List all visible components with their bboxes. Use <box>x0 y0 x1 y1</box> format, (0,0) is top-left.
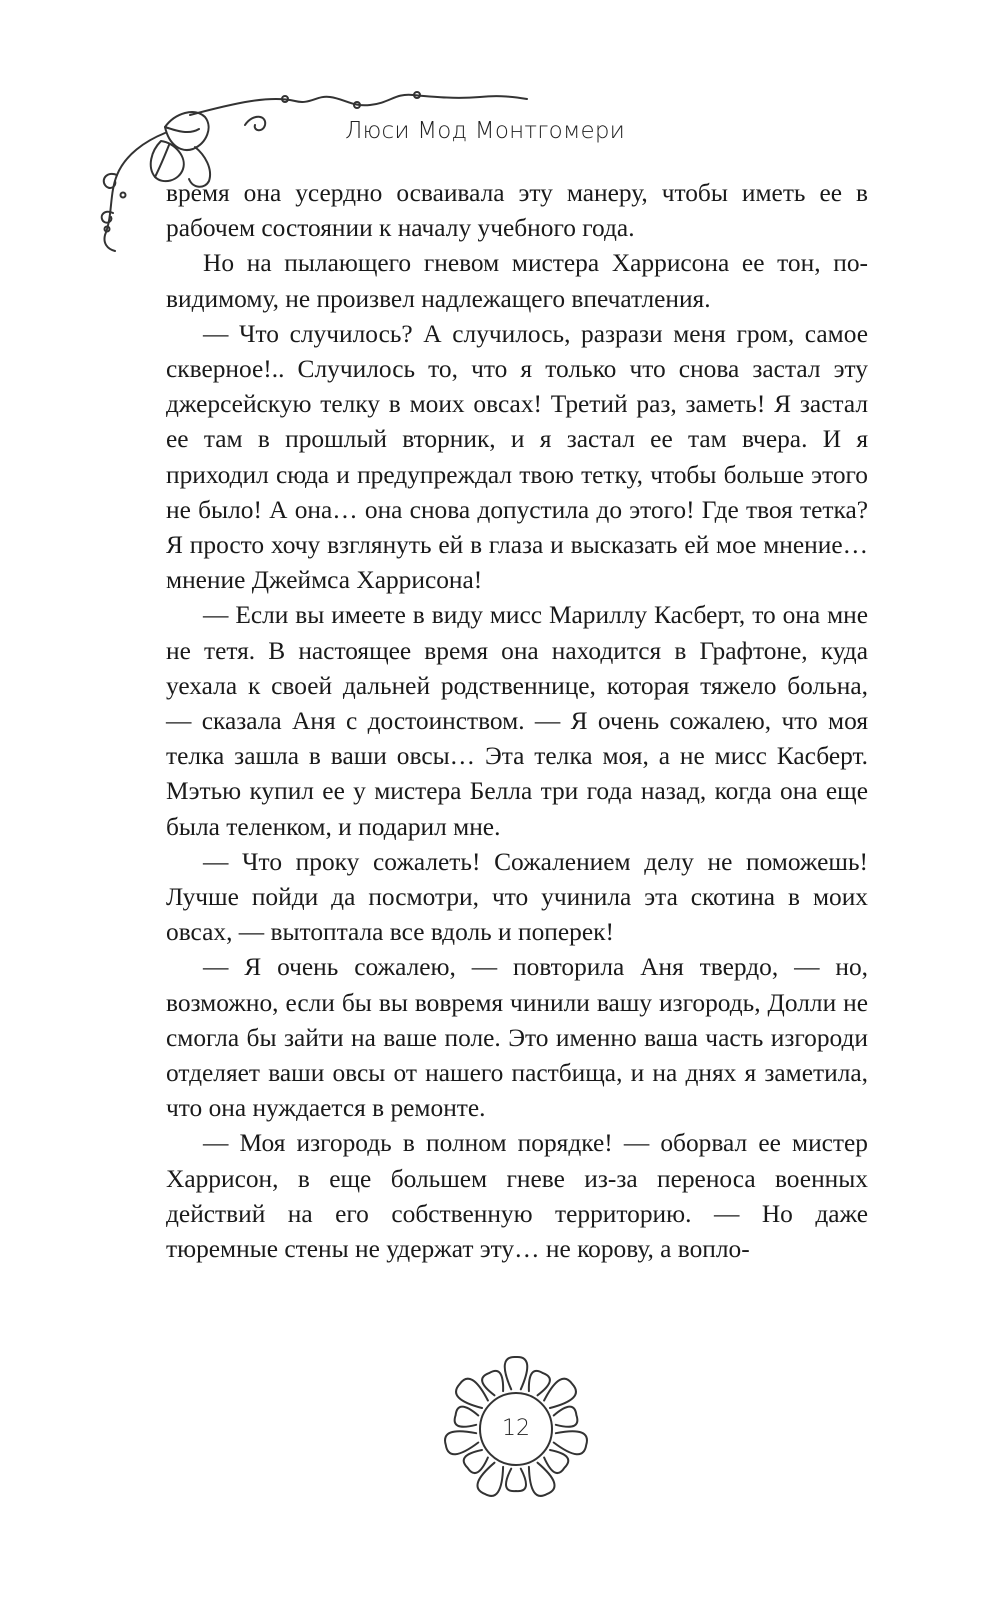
paragraph: время она усердно осваивала эту манеру, чтобы иметь ее в рабочем состоянии к началу учебного года. <box>166 179 868 243</box>
sun-ray <box>505 1357 528 1389</box>
paragraph: — Моя изгородь в полном порядке! — оборвал ее мистер Харрисон, в еще большем гневе из-за переноса военных действий на его собственную территорию. — Но даже тюремные стены не удержат эту… не корову, а вопло- <box>166 1129 868 1264</box>
sun-ray <box>554 1431 587 1454</box>
paragraph: — Что случилось? А случилось, разрази меня гром, самое скверное!.. Случилось то, что я только что снова застал эту джерсейскую телку в моих овсах! Третий раз, заметь! Я застал ее там в прошлый вторник, и я застал ее там вчера. И я приходил сюда и предупреждал твою тетку, чтобы больше этого не было! А она… она снова допустила до этого! Где твоя тетка? Я просто хочу взглянуть ей в глаза и высказать ей мое мнение… мнение Джеймса Харрисона! <box>166 319 868 595</box>
sun-ray <box>455 1407 479 1427</box>
sun-ray <box>445 1431 478 1454</box>
running-header-author: Люси Мод Монтгомери <box>345 118 625 144</box>
paragraph: — Если вы имеете в виду мисс Мариллу Касберт, то она мне не тетя. В настоящее время она находится в Графтоне, куда уехала к своей дальней родственнице, которая тяжело больна, — сказала Аня с достоинством. — Я очень сожалею, что моя телка зашла в ваши овсы… Эта телка моя, а не мисс Касберт. Мэтью купил ее у мистера Белла три года назад, когда она еще была теленком, и подарил мне. <box>166 601 868 841</box>
body-text <box>166 176 868 1267</box>
page-number: 12 <box>502 1416 530 1441</box>
sun-ray <box>506 1469 526 1491</box>
sun-ray <box>482 1371 503 1395</box>
paragraph: Но на пылающего гневом мистера Харрисона ее тон, по-видимому, не произвел надлежащего впечатления. <box>166 249 868 313</box>
sun-ray <box>529 1371 550 1395</box>
sun-ray <box>554 1407 578 1427</box>
paragraph: — Я очень сожалею, — повторила Аня твердо, — но, возможно, если бы вы вовремя чинили вашу изгородь, Долли не смогла бы зайти на ваше поле. Это именно ваша часть изгороди отделяет ваши овсы от нашего пастбища, и на днях я заметила, что она нуждается в ремонте. <box>166 953 868 1123</box>
paragraph: — Что проку сожалеть! Сожалением делу не поможешь! Лучше пойди да посмотри, что учинила эта скотина в моих овсах, — вытоптала все вдоль и поперек! <box>166 847 868 947</box>
